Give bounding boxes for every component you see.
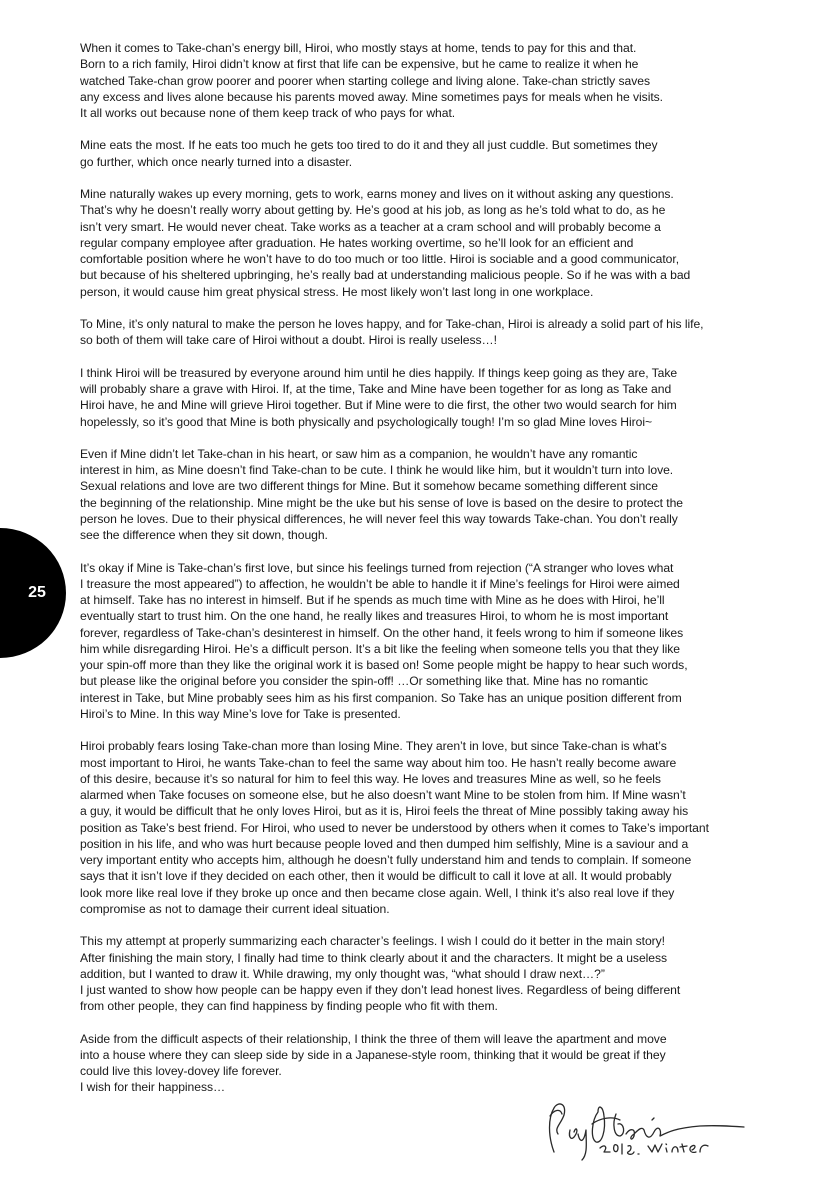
text-line: Born to a rich family, Hiroi didn’t know at first that life can be expensive, but he came to realize it when he (80, 57, 639, 72)
text-line: I treasure the most appeared”) to affection, he wouldn’t be able to handle it if Mine’s feelings for Hiroi were aimed (80, 576, 680, 591)
text-line: To Mine, it’s only natural to make the person he loves happy, and for Take-chan, Hiroi is already a solid part of his life, (80, 317, 704, 332)
paragraph (80, 186, 752, 300)
paragraph (80, 316, 752, 349)
text-line: person he loves. Due to their physical differences, he will never feel this way towards Take-chan. You don’t really (80, 511, 678, 526)
paragraph (80, 40, 752, 121)
text-line: most important to Hiroi, he wants Take-chan to feel the same way about him too. He hasn’t really become aware (80, 755, 677, 770)
paragraph (80, 1031, 752, 1096)
paragraph (80, 738, 752, 917)
text-line: see the difference when they sit down, though. (80, 528, 328, 543)
text-line: at himself. Take has no interest in himself. But if he spends as much time with Mine as he does with Hiroi, he’ll (80, 593, 665, 608)
paragraph (80, 365, 752, 430)
text-line: go further, which once nearly turned into a disaster. (80, 154, 353, 169)
handwritten-signature-icon (540, 1090, 750, 1165)
text-line: a guy, it would be difficult that he only loves Hiroi, but as it is, Hiroi feels the threat of Mine possibly taking away his (80, 804, 689, 819)
text-line: watched Take-chan grow poorer and poorer when starting college and living alone. Take-chan strictly saves (80, 73, 650, 88)
text-line: comfortable position where he won’t have to do too much or too little. Hiroi is sociable and a good communicator, (80, 252, 680, 267)
text-line: will probably share a grave with Hiroi. If, at the time, Take and Mine have been together for as long as Take and (80, 382, 672, 396)
text-line: It all works out because none of them keep track of who pays for what. (80, 106, 456, 120)
text-line: Sexual relations and love are two different things for Mine. But it somehow became something different since (80, 479, 658, 494)
text-line: I think Hiroi will be treasured by everyone around him until he dies happily. If things keep going as they are, Take (80, 365, 678, 380)
text-line: isn’t very smart. He would never cheat. Take works as a teacher at a cram school and will probably become a (80, 219, 661, 234)
text-line: It’s okay if Mine is Take-chan’s first love, but since his feelings turned from rejection (“A stranger who loves what (80, 560, 674, 575)
text-line: look more like real love if they broke up once and then became close again. Well, I think it’s also real love if they (80, 885, 675, 900)
text-line: but because of his sheltered upbringing, he’s really bad at understanding malicious people. So if he was with a bad (80, 268, 691, 283)
text-line: your spin-off more than they like the original work it is based on! Some people might be happy to hear such words, (80, 658, 688, 673)
text-line: so both of them will take care of Hiroi without a doubt. Hiroi is really useless…! (80, 333, 497, 348)
page-number: 25 (28, 584, 46, 601)
paragraph (80, 933, 752, 1014)
text-line: into a house where they can sleep side by side in a Japanese-style room, thinking that it would be great if they (80, 1047, 666, 1062)
text-line: regular company employee after graduation. He hates working overtime, so he’ll look for an efficient and (80, 235, 634, 250)
paragraph (80, 137, 752, 170)
text-line: alarmed when Take focuses on someone else, but he also doesn’t want Mine to be stolen from him. If Mine wasn’t (80, 788, 686, 803)
text-line: Hiroi probably fears losing Take-chan more than losing Mine. They aren’t in love, but since Take-chan is what’s (80, 739, 667, 754)
text-line: but please like the original before you consider the spin-off! …Or something like that. Mine has no romantic (80, 674, 648, 689)
text-line: person, it would cause him great physical stress. He most likely won’t last long in one workplace. (80, 284, 594, 299)
text-line: position in his life, and who was hurt because people loved and then dumped him selfishly, Mine is a saviour and a (80, 836, 689, 851)
afterword-text (80, 40, 752, 1096)
paragraph (80, 560, 752, 723)
text-line: hopelessly, so it’s good that Mine is both physically and psychologically tough! I’m so glad Mine loves Hiroi~ (80, 414, 653, 429)
text-line: position as Take’s best friend. For Hiroi, who used to never be understood by others when it comes to Take’s important (80, 820, 709, 835)
text-line: Even if Mine didn’t let Take-chan in his heart, or saw him as a companion, he wouldn’t have any romantic (80, 446, 638, 461)
text-line: interest in him, as Mine doesn’t find Take-chan to be cute. I think he would like him, but it wouldn’t turn into love. (80, 463, 674, 478)
text-line: I wish for their happiness… (80, 1080, 226, 1095)
text-line: After finishing the main story, I finally had time to think clearly about it and the characters. It might be a useless (80, 950, 668, 965)
text-line: Mine eats the most. If he eats too much he gets too tired to do it and they all just cuddle. But sometimes they (80, 138, 658, 153)
text-line: very important entity who accepts him, although he doesn’t fully understand him and tends to complain. If someone (80, 853, 692, 868)
text-line: compromise as not to damage their current ideal situation. (80, 901, 390, 916)
text-line: the beginning of the relationship. Mine might be the uke but his sense of love is based on the desire to protect the (80, 495, 683, 510)
text-line: I just wanted to show how people can be happy even if they don’t lead honest lives. Regardless of being different (80, 983, 681, 997)
text-line: This my attempt at properly summarizing each character’s feelings. I wish I could do it better in the main story! (80, 934, 665, 949)
text-line: from other people, they can find happiness by finding people who fit with them. (80, 999, 498, 1014)
text-line: When it comes to Take-chan’s energy bill, Hiroi, who mostly stays at home, tends to pay for this and that. (80, 41, 637, 55)
text-line: of this desire, because it’s so natural for him to feel this way. He loves and treasures Mine as well, so he feels (80, 771, 661, 786)
text-line: says that it isn’t love if they decided on each other, then it would be difficult to call it love at all. It would probably (80, 869, 672, 884)
text-line: addition, but I wanted to draw it. While drawing, my only thought was, “what should I draw next…?” (80, 966, 605, 981)
text-line: That’s why he doesn’t really worry about getting by. He’s good at his job, as long as he’s told what to do, as he (80, 203, 666, 218)
text-line: any excess and lives alone because his parents moved away. Mine sometimes pays for meals when he visits. (80, 89, 664, 104)
text-line: him while disregarding Hiroi. He’s a difficult person. It’s a bit like the feeling when someone tells you that they like (80, 641, 681, 656)
text-line: Mine naturally wakes up every morning, gets to work, earns money and lives on it without asking any questions. (80, 187, 674, 202)
text-line: Aside from the difficult aspects of their relationship, I think the three of them will leave the apartment and move (80, 1031, 667, 1046)
text-line: interest in Take, but Mine probably sees him as his first companion. So Take has an unique position different from (80, 690, 682, 705)
text-line: eventually start to trust him. On the one hand, he really likes and treasures Hiroi, to whom he is most important (80, 609, 669, 624)
text-line: Hiroi have, he and Mine will grieve Hiroi together. But if Mine were to die first, the other two would search for him (80, 398, 677, 413)
text-line: Hiroi’s to Mine. In this way Mine’s love for Take is presented. (80, 706, 401, 721)
paragraph (80, 446, 752, 544)
text-line: forever, regardless of Take-chan’s desinterest in himself. On the other hand, it feels wrong to him if someone likes (80, 625, 684, 640)
text-line: could live this lovey-dovey life forever. (80, 1064, 282, 1079)
